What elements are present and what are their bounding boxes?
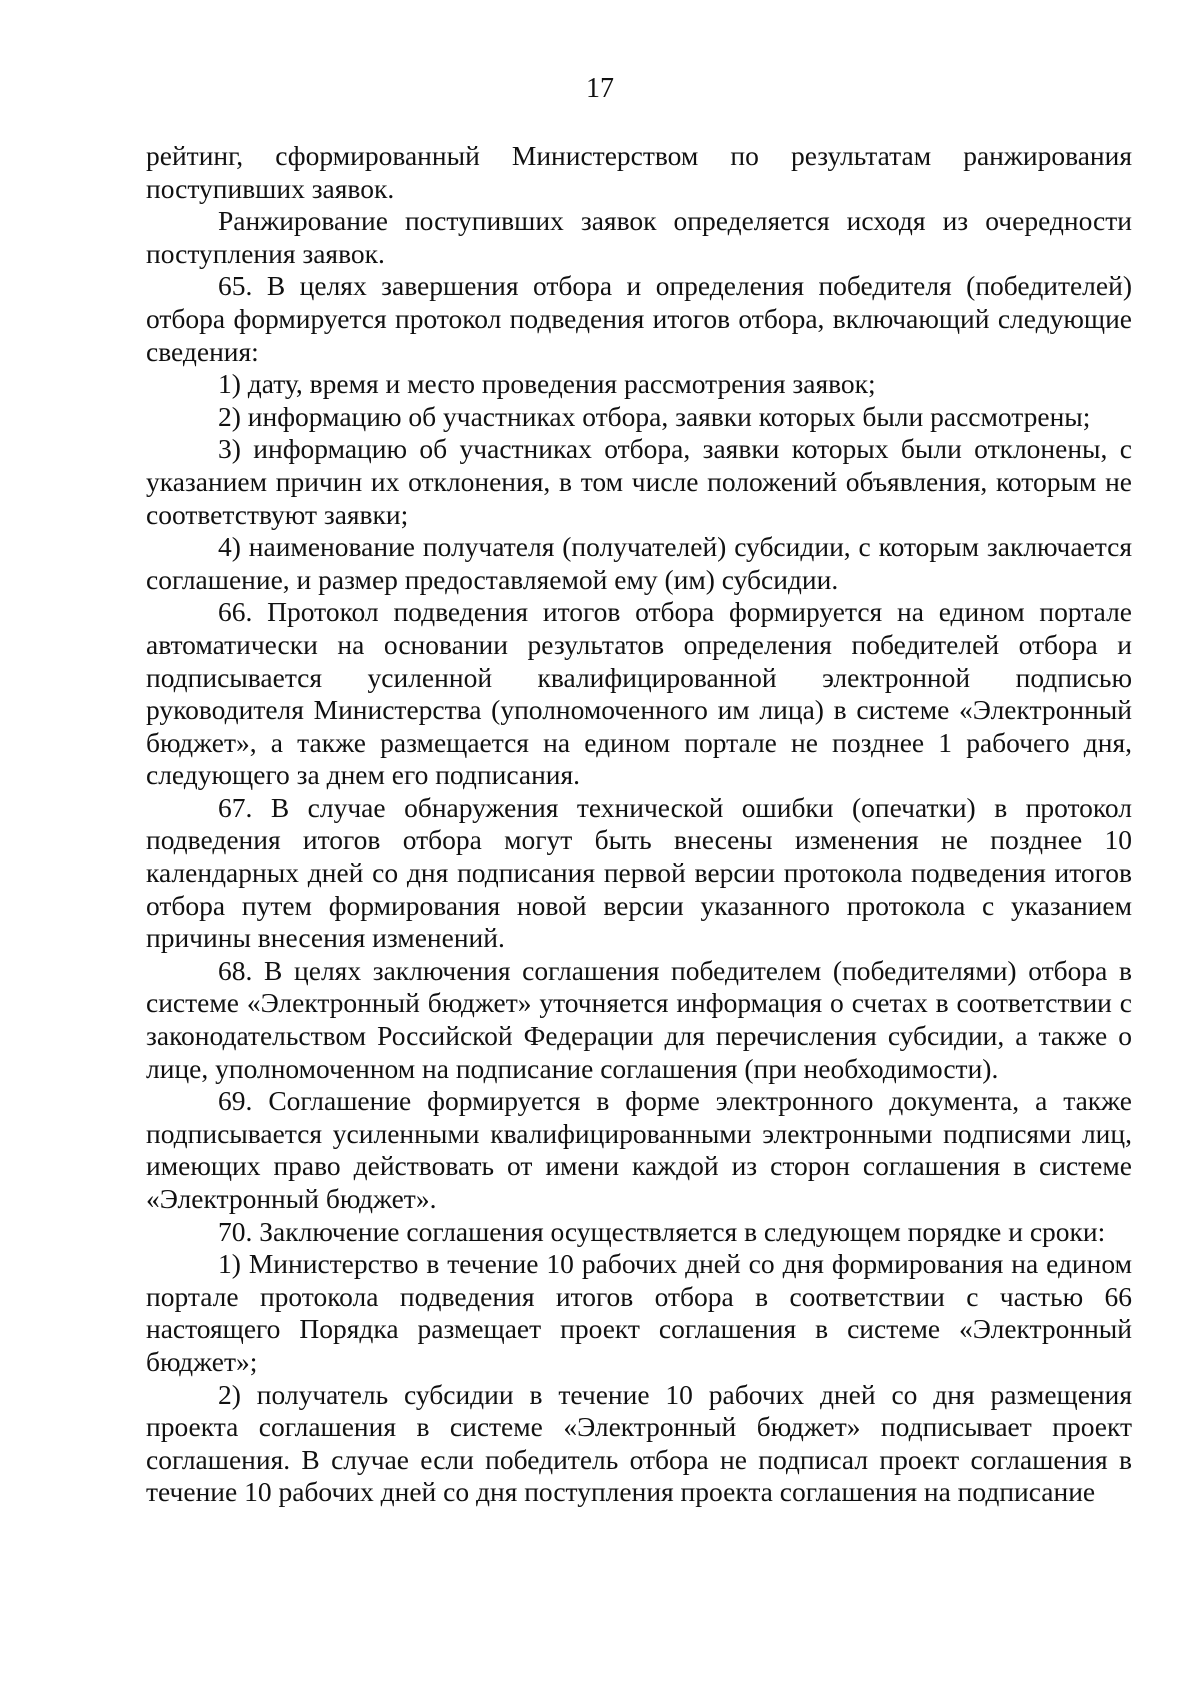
- paragraph: 66. Протокол подведения итогов отбора формируется на едином портале автоматически на основании результатов определения победителей отбора и подписывается усиленной квалифицированной электронной подписью руководителя Министерства (уполномоченного им лица) в системе «Электронный бюджет», а также размещается на едином портале не позднее 1 рабочего дня, следующего за днем его подписания.: [146, 596, 1132, 791]
- paragraph: 68. В целях заключения соглашения победителем (победителями) отбора в системе «Электронный бюджет» уточняется информация о счетах в соответствии с законодательством Российской Федерации для перечисления субсидии, а также о лице, уполномоченном на подписание соглашения (при необходимости).: [146, 954, 1132, 1084]
- paragraph: 4) наименование получателя (получателей) субсидии, с которым заключается соглашение, и размер предоставляемой ему (им) субсидии.: [146, 531, 1132, 595]
- paragraph: рейтинг, сформированный Министерством по результатам ранжирования поступивших заявок.: [146, 140, 1132, 204]
- paragraph: 67. В случае обнаружения технической ошибки (опечатки) в протокол подведения итогов отбора могут быть внесены изменения не позднее 10 календарных дней со дня подписания первой версии протокола подведения итогов отбора путем формирования новой версии указанного протокола с указанием причины внесения изменений.: [146, 791, 1132, 954]
- paragraph: 2) информацию об участниках отбора, заявки которых были рассмотрены;: [218, 400, 1091, 432]
- paragraph: 1) дату, время и место проведения рассмотрения заявок;: [218, 368, 876, 400]
- page-number: 17: [586, 73, 614, 104]
- paragraph: 1) Министерство в течение 10 рабочих дней со дня формирования на едином портале протокола подведения итогов отбора в соответствии с частью 66 настоящего Порядка размещает проект соглашения в системе «Электронный бюджет»;: [146, 1248, 1132, 1377]
- paragraph: 65. В целях завершения отбора и определения победителя (победителей) отбора формируется протокол подведения итогов отбора, включающий следующие сведения:: [146, 270, 1132, 367]
- paragraph: 2) получатель субсидии в течение 10 рабочих дней со дня размещения проекта соглашения в системе «Электронный бюджет» подписывает проект соглашения. В случае если победитель отбора не подписал проект соглашения в течение 10 рабочих дней со дня поступления проекта соглашения на подписание: [146, 1378, 1132, 1508]
- paragraph: 3) информацию об участниках отбора, заявки которых были отклонены, с указанием причин их отклонения, в том числе положений объявления, которым не соответствуют заявки;: [146, 433, 1132, 530]
- paragraph: Ранжирование поступивших заявок определяется исходя из очередности поступления заявок.: [146, 205, 1132, 269]
- paragraph: 69. Соглашение формируется в форме электронного документа, а также подписывается усиленными квалифицированными электронными подписями лиц, имеющих право действовать от имени каждой из сторон соглашения в системе «Электронный бюджет».: [146, 1085, 1132, 1214]
- document-body: [146, 140, 1132, 1509]
- paragraph: 70. Заключение соглашения осуществляется в следующем порядке и сроки:: [218, 1215, 1106, 1247]
